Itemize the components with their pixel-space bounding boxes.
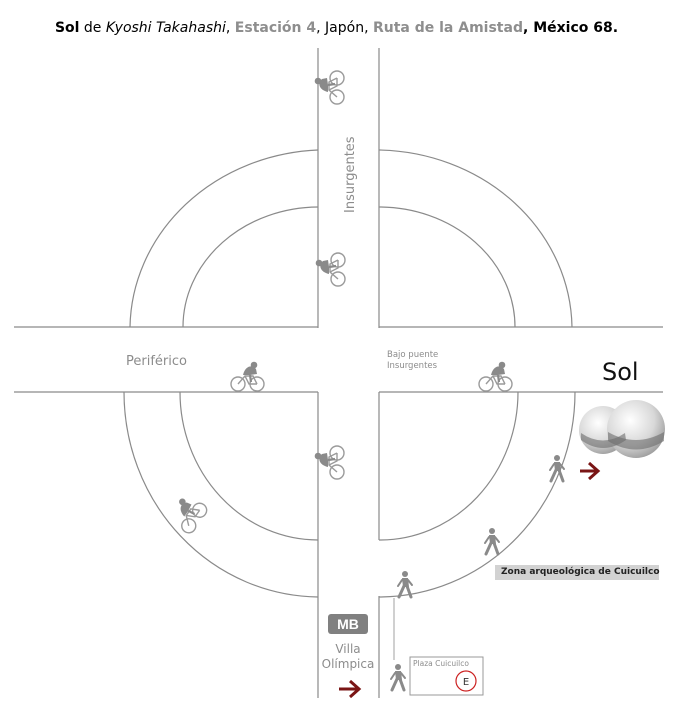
bicycle-icon (315, 446, 344, 479)
arrow-right-icon (339, 681, 359, 697)
metrobus-logo-text: MB (337, 616, 359, 632)
station-name-line1: Villa (335, 642, 361, 656)
roundabout-inner-se (379, 392, 518, 540)
roundabout-outer-sw (124, 392, 318, 597)
periferico-label: Periférico (126, 354, 187, 369)
roundabout-inner-ne (379, 207, 515, 327)
pedestrian-icon (391, 664, 405, 690)
title-author: Kyoshi Takahashi (105, 20, 226, 36)
pedestrian-icon (398, 571, 412, 597)
title-station: Estación 4 (234, 20, 317, 36)
title-de: de (79, 20, 106, 36)
title-sep: , (225, 20, 235, 36)
roundabout-inner-nw (183, 207, 318, 327)
title-sol: Sol (54, 20, 80, 36)
bajo-puente-label: Bajo puente (387, 350, 439, 360)
title-route: Ruta de la Amistad (372, 20, 523, 36)
bajo-puente-label-2: Insurgentes (387, 361, 438, 371)
sol-sculpture-image (579, 400, 665, 458)
title-sep: , (522, 20, 534, 36)
entrance-label: E (462, 677, 470, 688)
sculpture-name: Sol (602, 358, 639, 386)
title-event: México 68. (533, 20, 619, 36)
bicycle-icon (231, 362, 264, 391)
metrobus-icon (328, 614, 368, 634)
bicycle-icon (315, 71, 344, 104)
bicycle-icon (479, 362, 512, 391)
insurgentes-label: Insurgentes (343, 136, 358, 213)
plaza-label: Plaza Cuicuilco (413, 659, 469, 668)
zona-arqueologica-label: Zona arqueológica de Cuicuilco (495, 565, 659, 580)
bicycle-icon (316, 253, 345, 286)
title-country: , Japón, (316, 20, 373, 36)
pedestrian-icon (485, 528, 499, 554)
arrow-right-icon (580, 463, 598, 479)
bicycle-icon (166, 492, 209, 536)
station-name-line2: Olímpica (321, 657, 375, 671)
roundabout-outer-ne (379, 150, 572, 327)
roundabout-outer-nw (130, 150, 318, 327)
